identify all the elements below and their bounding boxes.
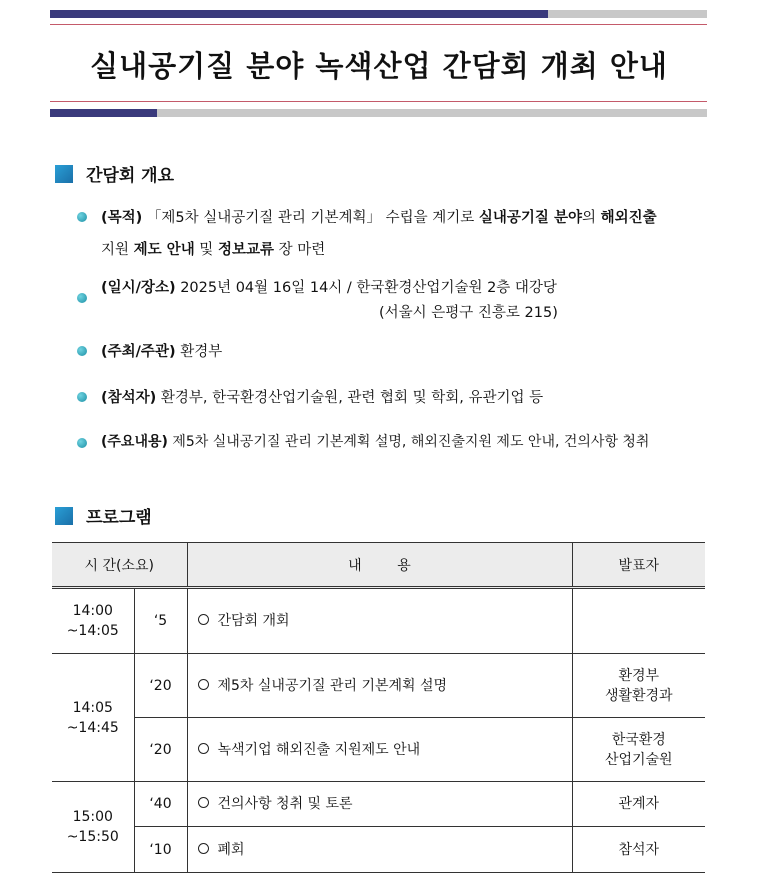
dot-bullet-icon xyxy=(77,212,87,222)
content-cell: 폐회 xyxy=(187,827,572,873)
top-bar-dark xyxy=(50,10,548,18)
table-row xyxy=(52,654,705,718)
dot-bullet-icon xyxy=(77,438,87,448)
attendees-line: (참석자) 환경부, 한국환경산업기술원, 관련 협회 및 학회, 유관기업 등 xyxy=(101,390,544,406)
page-title: 실내공기질 분야 녹색산업 간담회 개최 안내 xyxy=(90,49,668,83)
circle-bullet-icon xyxy=(198,843,209,854)
program-table xyxy=(52,542,705,873)
presenter-cell: 환경부 생활환경과 xyxy=(572,654,705,718)
presenter-cell: 참석자 xyxy=(572,827,705,873)
duration-cell: ‘20 xyxy=(134,718,187,782)
presenter-cell xyxy=(572,588,705,654)
host-line: (주최/주관) 환경부 xyxy=(101,344,223,360)
program-heading: 프로그램 xyxy=(55,503,152,528)
presenter-cell: 관계자 xyxy=(572,782,705,827)
content-cell: 녹색기업 해외진출 지원제도 안내 xyxy=(187,718,572,782)
content-cell: 간담회 개회 xyxy=(187,588,572,654)
table-row xyxy=(52,827,705,873)
circle-bullet-icon xyxy=(198,614,209,625)
address-line: (서울시 은평구 진흥로 215) xyxy=(379,305,558,321)
presenter-cell: 한국환경 산업기술원 xyxy=(572,718,705,782)
purpose-line-2: 지원 제도 안내 및 정보교류 장 마련 xyxy=(101,242,326,258)
dot-bullet-icon xyxy=(77,293,87,303)
duration-cell: ‘5 xyxy=(134,588,187,654)
table-header-row xyxy=(52,543,705,588)
duration-cell: ‘40 xyxy=(134,782,187,827)
table-row xyxy=(52,782,705,827)
time-cell: 15:00 ~15:50 xyxy=(52,782,134,873)
title-bar-dark xyxy=(50,109,157,117)
table-row xyxy=(52,718,705,782)
datetime-line: (일시/장소) 2025년 04월 16일 14시 / 한국환경산업기술원 2층 대강당 xyxy=(101,280,557,296)
top-bar-light xyxy=(548,10,707,18)
circle-bullet-icon xyxy=(198,743,209,754)
header-time: 시 간(소요) xyxy=(52,543,187,588)
purpose-line: (목적) 「제5차 실내공기질 관리 기본계획」 수립을 계기로 실내공기질 분야의 해외진출 xyxy=(101,210,657,226)
time-cell: 14:05 ~14:45 xyxy=(52,654,134,782)
title-hairline xyxy=(50,101,707,102)
content-cell: 제5차 실내공기질 관리 기본계획 설명 xyxy=(187,654,572,718)
header-presenter: 발표자 xyxy=(572,543,705,588)
square-bullet-icon xyxy=(55,507,73,525)
time-cell: 14:00 ~14:05 xyxy=(52,588,134,654)
dot-bullet-icon xyxy=(77,392,87,402)
header-content: 내 용 xyxy=(187,543,572,588)
overview-heading: 간담회 개요 xyxy=(55,161,174,186)
circle-bullet-icon xyxy=(198,679,209,690)
contents-line: (주요내용) 제5차 실내공기질 관리 기본계획 설명, 해외진출지원 제도 안내, 건의사항 청취 xyxy=(101,434,650,450)
dot-bullet-icon xyxy=(77,346,87,356)
duration-cell: ‘20 xyxy=(134,654,187,718)
title-bar-light xyxy=(157,109,707,117)
content-cell: 건의사항 청취 및 토론 xyxy=(187,782,572,827)
circle-bullet-icon xyxy=(198,797,209,808)
duration-cell: ‘10 xyxy=(134,827,187,873)
top-hairline xyxy=(50,24,707,25)
table-row xyxy=(52,588,705,654)
square-bullet-icon xyxy=(55,165,73,183)
